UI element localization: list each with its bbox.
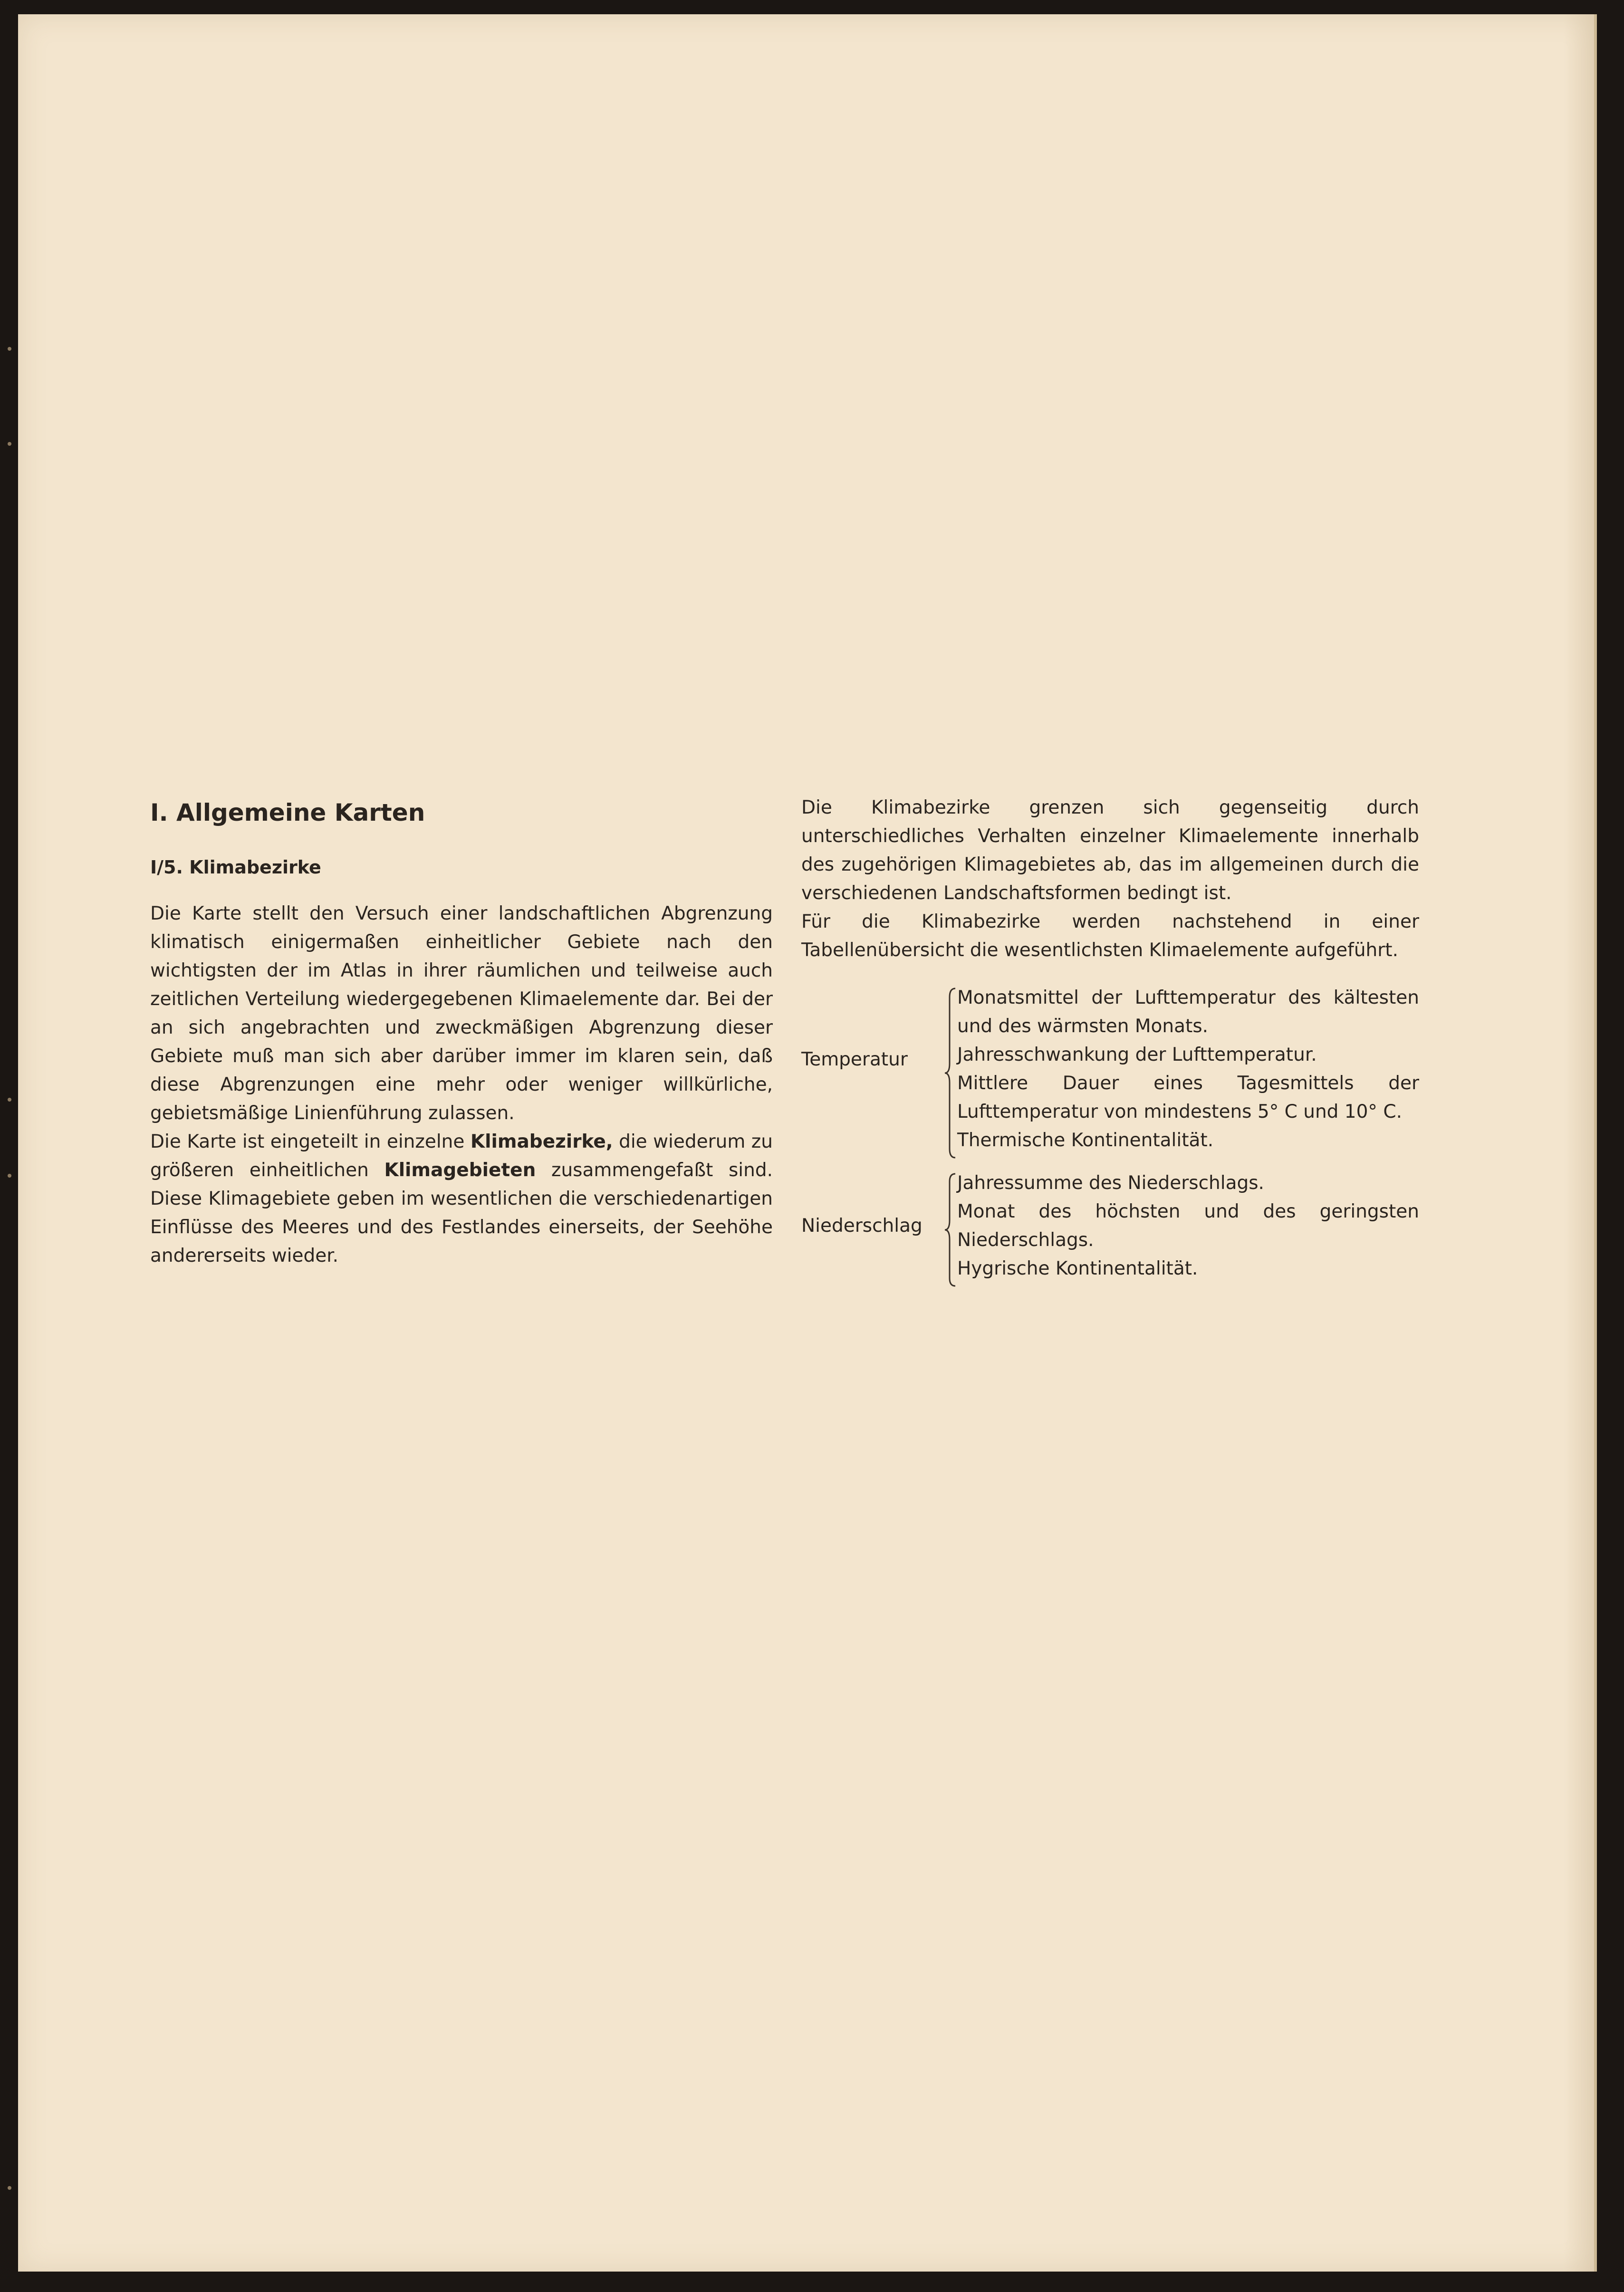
bold-term-klimabezirke: Klimabezirke, (470, 1131, 613, 1152)
paragraph-text: zusammengefaßt sind. Diese Klimagebiete geben im wesentlichen die verschiedenartigen Einflüsse des Meeres und des Festlandes einerseits, der Seehöhe andererseits wieder. (150, 1160, 773, 1266)
group-label-temperature: Temperatur (801, 1049, 908, 1070)
paragraph-text: Die Karte ist eingeteilt in einzelne (150, 1131, 471, 1152)
precipitation-elements-list (957, 1169, 1419, 1283)
group-label-precipitation: Niederschlag (801, 1215, 923, 1237)
binding-hole-mark (8, 1098, 11, 1102)
section-title: I. Allgemeine Karten (150, 799, 425, 826)
list-item: Monatsmittel der Lufttemperatur des kältesten und des wärmsten Monats. (957, 987, 1419, 1037)
classification-paragraph (150, 1128, 773, 1270)
binding-hole-mark (8, 2186, 11, 2190)
page-shadow (1564, 14, 1597, 2272)
list-item: Jahresschwankung der Lufttemperatur. (957, 1044, 1317, 1065)
curly-brace-icon (944, 988, 958, 1159)
subsection-title: I/5. Klimabezirke (150, 857, 321, 878)
list-item: Monat des höchsten und des geringsten Niederschlags. (957, 1201, 1419, 1251)
temperature-group (801, 984, 1419, 1151)
document-page (18, 14, 1597, 2272)
binding-hole-mark (8, 347, 11, 351)
list-item: Thermische Kontinentalität. (957, 1130, 1214, 1151)
table-intro-paragraph: Für die Klimabezirke werden nachstehend in einer Tabellenübersicht die wesentlichsten Klimaelemente aufgeführt. (801, 911, 1419, 961)
precipitation-group (801, 1169, 1419, 1283)
list-item: Jahressumme des Niederschlags. (957, 1172, 1264, 1194)
left-column (150, 794, 773, 1270)
temperature-elements-list (957, 984, 1419, 1155)
bold-term-klimagebieten: Klimagebieten (384, 1160, 536, 1181)
curly-brace-icon (944, 1173, 958, 1287)
intro-paragraph: Die Karte stellt den Versuch einer landschaftlichen Abgrenzung klimatisch einigermaßen einheitlicher Gebiete nach den wichtigsten der im Atlas in ihrer räumlichen und teilweise auch zeitlichen Verteilung wiedergegebenen Klimaelemente dar. Bei der an sich angebrachten und zweckmäßigen Abgrenzung dieser Gebiete muß man sich aber darüber immer im klaren sein, daß diese Abgrenzungen eine mehr oder weniger willkürliche, gebietsmäßige Linienführung zulassen. (150, 903, 773, 1124)
list-item: Hygrische Kontinentalität. (957, 1258, 1198, 1279)
list-item: Mittlere Dauer eines Tagesmittels der Lufttemperatur von mindestens 5° C und 10° C. (957, 1073, 1419, 1122)
page-edge (1594, 14, 1597, 2272)
binding-hole-mark (8, 442, 11, 446)
right-column (801, 794, 1419, 1283)
paragraph-text: die wiederum zu größeren einheitlichen (150, 1131, 773, 1181)
boundary-paragraph: Die Klimabezirke grenzen sich gegenseitig durch unterschiedliches Verhalten einzelner Klimaelemente innerhalb des zugehörigen Klimagebietes ab, das im allgemeinen durch die verschiedenen Landschaftsformen bedingt ist. (801, 797, 1419, 904)
binding-hole-mark (8, 1174, 11, 1178)
